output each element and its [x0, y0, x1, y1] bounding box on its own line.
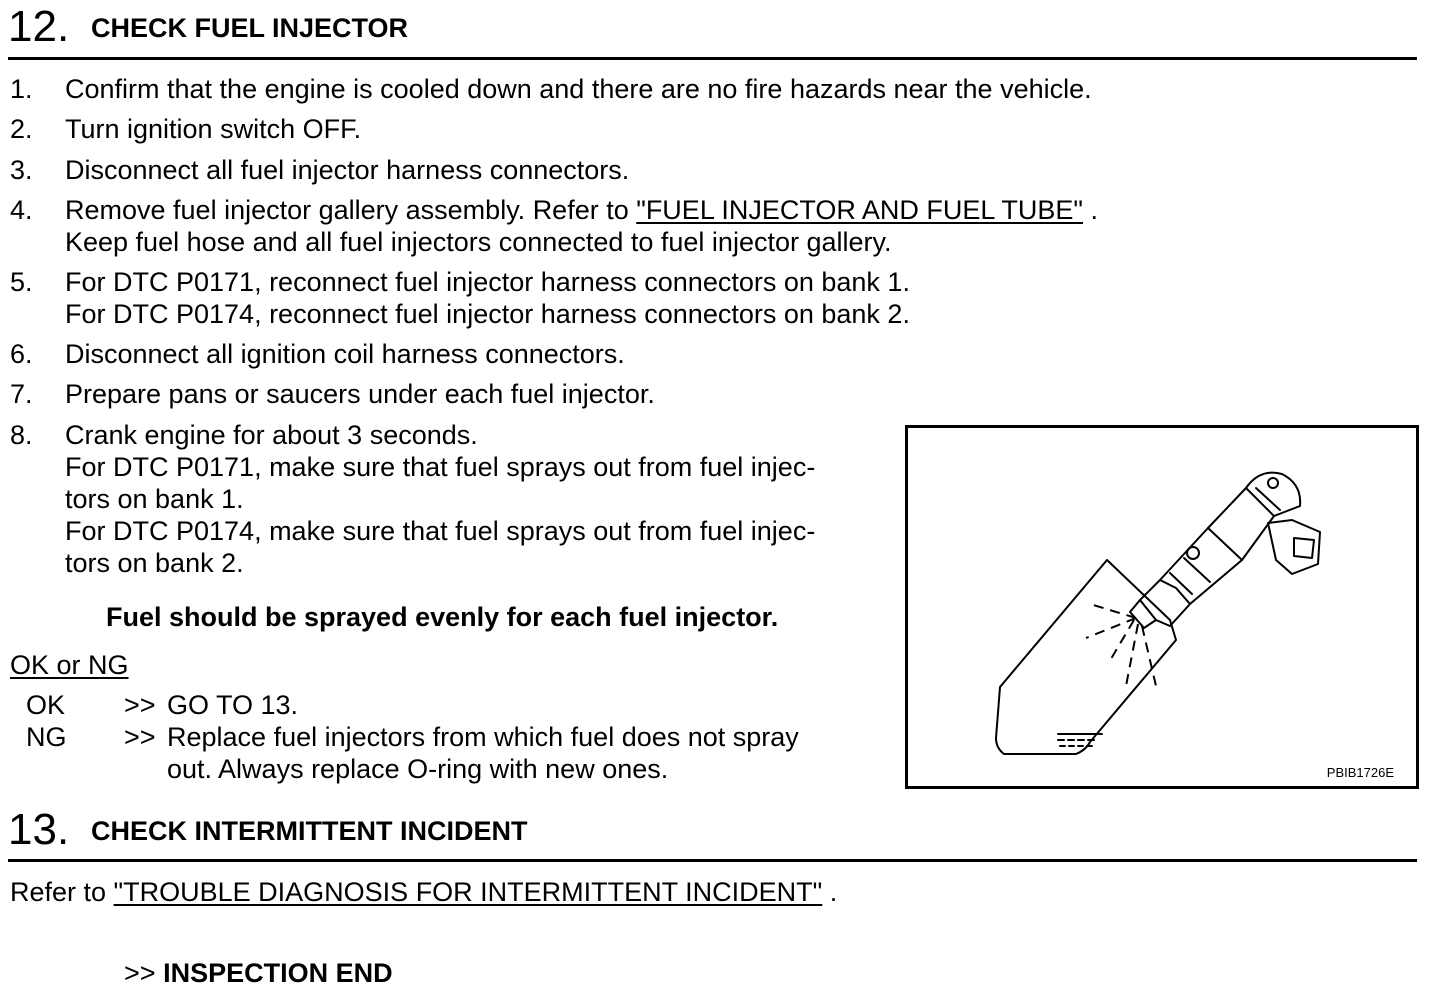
ng-label: NG	[26, 722, 67, 752]
step-7-text: Prepare pans or saucers under each fuel injector.	[65, 379, 655, 409]
fuel-injector-spray-figure	[905, 425, 1419, 789]
step-8-line-3: tors on bank 1.	[65, 484, 244, 514]
step-4-number: 4.	[10, 195, 33, 225]
step-2-text: Turn ignition switch OFF.	[65, 114, 362, 144]
section-13-number: 13.	[8, 805, 70, 854]
step-8-line-1: Crank engine for about 3 seconds.	[65, 420, 478, 450]
ok-label: OK	[26, 690, 66, 720]
step-7-number: 7.	[10, 379, 33, 409]
spray-check-emphasis: Fuel should be sprayed evenly for each fuel injector.	[106, 602, 779, 632]
step-3-number: 3.	[10, 155, 33, 185]
step-2-number: 2.	[10, 114, 33, 144]
ok-result-text: GO TO 13.	[167, 690, 299, 720]
step-8-number: 8.	[10, 420, 33, 450]
step-1-text: Confirm that the engine is cooled down and there are no fire hazards near the vehicle.	[65, 74, 1092, 104]
step-5-line-2: For DTC P0174, reconnect fuel injector harness connectors on bank 2.	[65, 299, 910, 329]
section-13-refer-line	[10, 876, 837, 908]
section-12-number: 12.	[8, 2, 70, 51]
step-4-period: .	[1083, 195, 1099, 225]
inspection-end-text: INSPECTION END	[163, 958, 393, 988]
step-5-line-1: For DTC P0171, reconnect fuel injector harness connectors on bank 1.	[65, 267, 910, 297]
ng-arrow: >>	[124, 722, 156, 752]
ng-result-line-2: out. Always replace O-ring with new ones.	[167, 754, 669, 784]
step-8-line-4: For DTC P0174, make sure that fuel sprays out from fuel injec-	[65, 516, 816, 546]
fuel-injector-and-fuel-tube-link[interactable]: "FUEL INJECTOR AND FUEL TUBE"	[636, 195, 1083, 225]
ng-result-line-1: Replace fuel injectors from which fuel does not spray	[167, 722, 799, 752]
refer-text: Refer to	[10, 877, 114, 907]
step-3-text: Disconnect all fuel injector harness connectors.	[65, 155, 630, 185]
section-13-rule	[8, 859, 1417, 862]
step-4-line-2: Keep fuel hose and all fuel injectors connected to fuel injector gallery.	[65, 227, 892, 257]
ok-or-ng-heading: OK or NG	[10, 650, 129, 680]
step-6-text: Disconnect all ignition coil harness connectors.	[65, 339, 625, 369]
step-4-text: Remove fuel injector gallery assembly. Refer to	[65, 195, 637, 225]
trouble-diagnosis-link[interactable]: "TROUBLE DIAGNOSIS FOR INTERMITTENT INCIDENT"	[113, 877, 823, 907]
fuel-injector-spray-illustration	[908, 428, 1416, 786]
step-8-line-5: tors on bank 2.	[65, 548, 244, 578]
refer-period: .	[822, 877, 838, 907]
step-5-number: 5.	[10, 267, 33, 297]
step-6-number: 6.	[10, 339, 33, 369]
step-8-line-2: For DTC P0171, make sure that fuel sprays out from fuel injec-	[65, 452, 816, 482]
section-12-title: CHECK FUEL INJECTOR	[91, 13, 409, 43]
step-4-line-1	[65, 194, 1098, 226]
end-arrow: >>	[124, 958, 156, 988]
section-12-rule	[8, 57, 1417, 60]
section-13-title: CHECK INTERMITTENT INCIDENT	[91, 816, 528, 846]
step-1-number: 1.	[10, 74, 33, 104]
ok-arrow: >>	[124, 690, 156, 720]
figure-code: PBIB1726E	[1326, 765, 1394, 780]
inspection-end-line	[124, 957, 393, 989]
